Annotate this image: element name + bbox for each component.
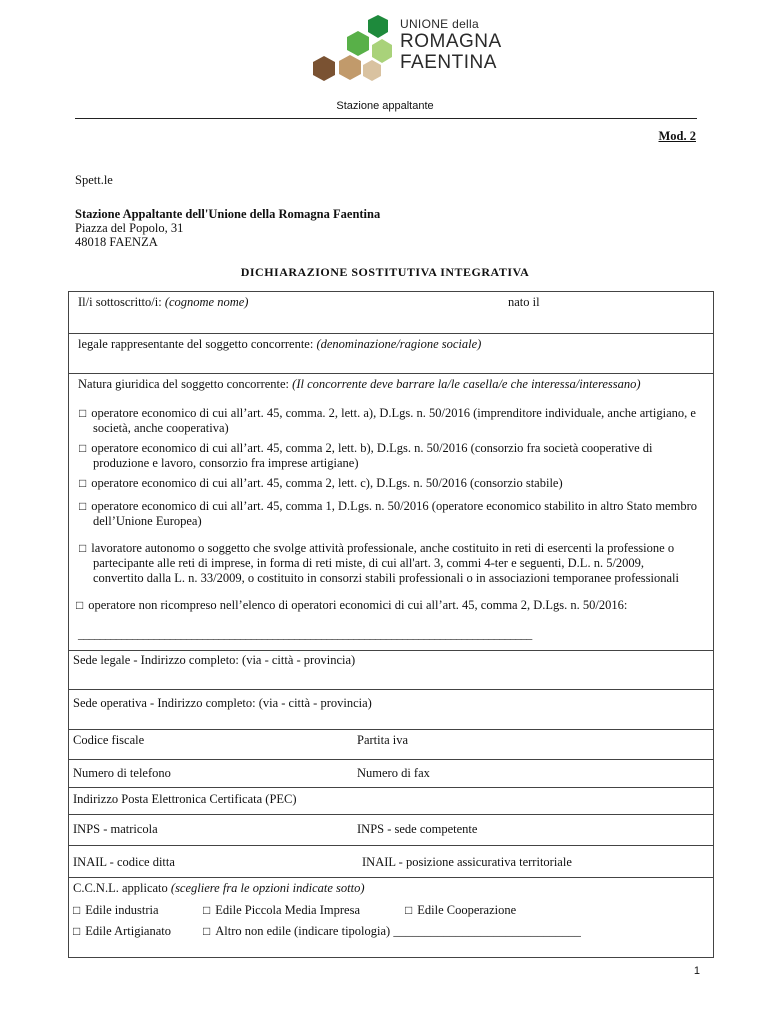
inail-code-field[interactable]: INAIL - codice ditta [73, 855, 175, 869]
checkbox-icon[interactable]: □ [203, 924, 211, 938]
phone-field[interactable]: Numero di telefono [73, 766, 171, 780]
row-divider [69, 650, 713, 651]
declaration-form [68, 291, 714, 958]
legal-nature-option-2[interactable]: □ operatore economico di cui all’art. 45, comma 2, lett. b), D.Lgs. n. 50/2016 (consorzio fra società cooperative di produzione e lavoro, consorzio fra imprese artigiane) [79, 441, 653, 470]
logo-line-1: UNIONE della [400, 17, 479, 31]
inail-position-field[interactable]: INAIL - posizione assicurativa territoriale [362, 855, 572, 869]
row-divider [69, 373, 713, 374]
signer-hint: (cognome nome) [164, 295, 249, 309]
checkbox-icon[interactable]: □ [73, 924, 81, 938]
checkbox-icon[interactable]: □ [203, 903, 211, 917]
inps-office-field[interactable]: INPS - sede competente [357, 822, 478, 836]
row-divider [69, 814, 713, 815]
row-divider [69, 333, 713, 334]
operating-office-field[interactable]: Sede operativa - Indirizzo completo: (via - città - provincia) [73, 696, 372, 710]
checkbox-icon[interactable]: □ [79, 406, 87, 420]
legal-nature-option-5[interactable]: □ lavoratore autonomo o soggetto che svolge attività professionale, anche costituito in reti di esercenti la professione o partecipante alle reti di imprese, in forma di reti miste, di cui all'art. 3, commi 4-ter e seguenti, D.L. n. 5/2009, convertito dalla L. n. 33/2009, o costituito in consorzi stabili professionali o in associazioni temporanee professionali [79, 541, 679, 585]
ccnl-option-edile-pmi[interactable]: □ Edile Piccola Media Impresa [203, 903, 360, 917]
logo-hex-green [347, 31, 369, 56]
tax-code-field[interactable]: Codice fiscale [73, 733, 145, 747]
checkbox-icon[interactable]: □ [73, 903, 81, 917]
pec-field[interactable]: Indirizzo Posta Elettronica Certificata (PEC) [73, 792, 297, 806]
legal-nature-option-3[interactable]: □ operatore economico di cui all’art. 45, comma 2, lett. c), D.Lgs. n. 50/2016 (consorzio stabile) [79, 476, 563, 490]
legal-nature-heading [78, 377, 641, 392]
legal-nature-label: Natura giuridica del soggetto concorrente: [78, 377, 290, 391]
signer-field[interactable] [78, 295, 248, 310]
ccnl-option-edile-cooperazione[interactable]: □ Edile Cooperazione [405, 903, 517, 917]
checkbox-icon[interactable]: □ [79, 476, 87, 490]
ccnl-option-edile-industria[interactable]: □ Edile industria [73, 903, 159, 917]
addressee-name: Stazione Appaltante dell'Unione della Romagna Faentina [75, 207, 381, 221]
fax-field[interactable]: Numero di fax [357, 766, 430, 780]
logo-wordmark [400, 18, 502, 72]
other-type-blank-line[interactable]: ____________________________________________________________________________________ [78, 627, 532, 641]
ccnl-hint: (scegliere fra le opzioni indicate sotto) [170, 881, 365, 895]
logo-hex-beige [363, 60, 381, 81]
logo-mark-icon [308, 12, 400, 92]
row-divider [69, 729, 713, 730]
born-date-field[interactable]: nato il [508, 295, 540, 309]
document-title: DICHIARAZIONE SOSTITUTIVA INTEGRATIVA [240, 265, 530, 279]
logo-line-3: FAENTINA [400, 52, 497, 73]
checkbox-icon[interactable]: □ [79, 441, 87, 455]
logo-hex-brown [339, 55, 361, 80]
ccnl-label: C.C.N.L. applicato [73, 881, 168, 895]
checkbox-icon[interactable]: □ [79, 541, 87, 555]
legal-nature-option-4[interactable]: □ operatore economico di cui all’art. 45, comma 1, D.Lgs. n. 50/2016 (operatore economico stabilito in altro Stato membro dell’Unione Europea) [79, 499, 697, 528]
logo-hex-brown-dark [313, 56, 335, 81]
ccnl-option-altro[interactable]: □ Altro non edile (indicare tipologia) ______________________________ [203, 924, 581, 938]
station-label: Stazione appaltante [336, 100, 434, 112]
ccnl-heading [73, 881, 365, 896]
checkbox-icon[interactable]: □ [405, 903, 413, 917]
inps-number-field[interactable]: INPS - matricola [73, 822, 158, 836]
representative-hint: (denominazione/ragione sociale) [316, 337, 482, 351]
legal-nature-option-6[interactable]: □ operatore non ricompreso nell’elenco di operatori economici di cui all’art. 45, comma 2, D.Lgs. n. 50/2016: [76, 598, 628, 612]
checkbox-icon[interactable]: □ [76, 598, 84, 612]
vat-number-field[interactable]: Partita iva [357, 733, 409, 747]
addressee-city: 48018 FAENZA [75, 235, 158, 249]
salutation: Spett.le [75, 173, 113, 187]
page-number: 1 [693, 965, 700, 977]
registered-office-field[interactable]: Sede legale - Indirizzo completo: (via - città - provincia) [73, 653, 356, 667]
logo-hex-dark-green [368, 15, 388, 38]
logo-hex-light-green [372, 39, 392, 63]
legal-nature-hint: (Il concorrente deve barrare la/le casella/e che interessa/interessano) [292, 377, 641, 391]
checkbox-icon[interactable]: □ [79, 499, 87, 513]
row-divider [69, 787, 713, 788]
form-model-number: Mod. 2 [658, 129, 696, 143]
row-divider [69, 845, 713, 846]
representative-field[interactable] [78, 337, 481, 352]
row-divider [69, 759, 713, 760]
signer-label: Il/i sottoscritto/i: [78, 295, 162, 309]
ccnl-option-edile-artigianato[interactable]: □ Edile Artigianato [73, 924, 171, 938]
union-logo [308, 12, 518, 92]
addressee-street: Piazza del Popolo, 31 [75, 221, 184, 235]
row-divider [69, 689, 713, 690]
row-divider [69, 877, 713, 878]
logo-line-2: ROMAGNA [400, 31, 502, 52]
legal-nature-option-1[interactable]: □ operatore economico di cui all’art. 45, comma. 2, lett. a), D.Lgs. n. 50/2016 (imprenditore individuale, anche artigiano, e società, anche cooperativa) [79, 406, 696, 435]
header-divider [75, 118, 697, 119]
representative-label: legale rappresentante del soggetto concorrente: [78, 337, 314, 351]
